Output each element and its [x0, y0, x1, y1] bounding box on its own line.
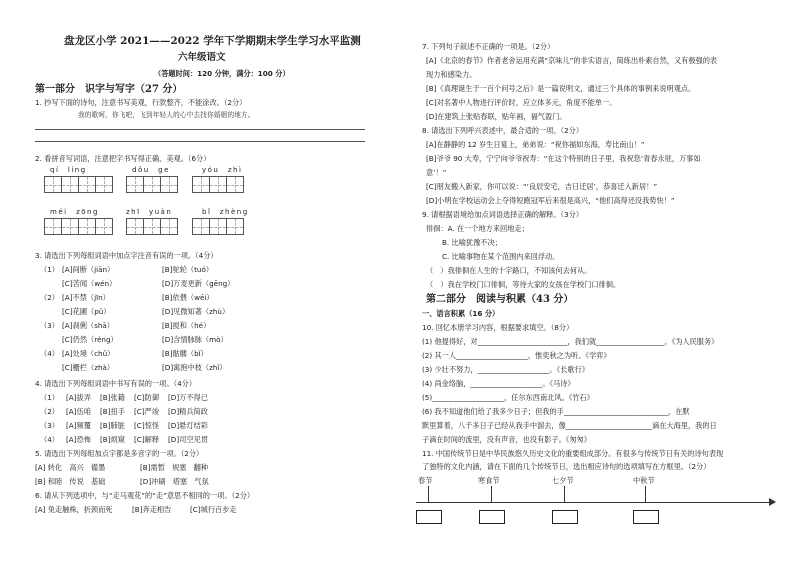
q6-text: 6. 请从下列选项中，与“走马观花”的“走”意思不相同的一项。（2分） — [35, 491, 255, 500]
option-continued: 意’！” — [426, 168, 447, 177]
q8-text: 8. 请选出下列呼兴表述中，最合适的一项。（2分） — [422, 126, 584, 135]
section-title: 一、语言积累（16 分） — [422, 309, 500, 318]
q2-text: 2. 看拼音写词语，注意把字书写得正确、美观。（6分） — [35, 154, 211, 163]
option[interactable]: [B]扭手 — [100, 407, 125, 416]
option[interactable]: [D]见微知著（zhù） — [162, 307, 230, 316]
q11-text: 11. 中国传统节日是中华民族悠久历史文化的重要组成部分。有很多与传统节日有关的诗句表现 — [422, 449, 724, 458]
answer-sentence[interactable]: （ ）我徘徊在人生的十字路口，不知该何去何从。 — [426, 266, 592, 275]
option[interactable]: [B]依偎（wēi） — [162, 293, 214, 302]
pinyin-2: dǒu ge — [132, 166, 170, 174]
option[interactable]: [A]伍咱 — [66, 407, 91, 416]
answer-box[interactable] — [416, 510, 442, 524]
q10-text: 10. 回忆本册学习内容，根据要求填空。（8分） — [422, 323, 574, 332]
answer-sentence[interactable]: （ ）我在学校门口徘徊，等待大家的女孩在学校门口徘徊。 — [426, 280, 621, 289]
q3-row-num: （1） — [40, 265, 59, 274]
option[interactable]: [C]解释 — [134, 435, 160, 444]
option[interactable]: [B]驼轮（tuó） — [162, 265, 214, 274]
option[interactable]: [C]城行百步走 — [190, 505, 237, 514]
writing-line — [35, 141, 365, 142]
option[interactable]: [D]寓抱中枝（zhǐ） — [162, 363, 227, 372]
option[interactable]: [B]需暂 规塞 翻种 — [140, 463, 209, 472]
option[interactable]: [C]严竣 — [134, 407, 160, 416]
timeline-axis — [416, 502, 774, 503]
fill-in-line[interactable]: (5)____________________，任尔东西南北风。《竹石》 — [422, 393, 594, 402]
option[interactable]: [B]《真理诞生于一百个问号之后》是一篇说明文，通过三个具体的事例来说明观点。 — [426, 84, 696, 93]
option[interactable]: [B]骷髅（bǐ） — [162, 349, 208, 358]
option[interactable]: [A]不禁（jīn） — [62, 293, 110, 302]
q9-text: 9. 请根据语境给加点词语选择正确的解释。（3分） — [422, 210, 584, 219]
option[interactable]: [D]小明在学校运动会上夺得短跑冠军后来很是高兴，“他们高得还没我势快！” — [426, 196, 675, 205]
answer-box[interactable] — [633, 510, 659, 524]
fill-in-line[interactable]: (3) 少壮不努力，____________________。《长歌行》 — [422, 365, 589, 374]
option[interactable]: [D]精兵简政 — [168, 407, 208, 416]
q1-text: 1. 抄写下面的诗句，注意书写美观，行款整齐，不能涂改。（2分） — [35, 98, 247, 107]
option[interactable]: [B]奔走相告 — [132, 505, 172, 514]
q4-row-num: （4） — [40, 435, 59, 444]
q3-text: 3. 请选出下列每组词语中加点字注音有误的一项。（4分） — [35, 251, 218, 260]
option[interactable]: [B]张籍 — [100, 393, 125, 402]
pinyin-4: méi zōng — [50, 208, 99, 216]
part1-title: 第一部分 识字与写字（27 分） — [35, 84, 183, 95]
option[interactable]: [A] 转化 高兴 備墨 — [35, 463, 106, 472]
option[interactable]: [B] 和睦 传说 基础 — [35, 477, 106, 486]
q4-row-num: （3） — [40, 421, 59, 430]
option[interactable]: [D]冲刷 塔塞 气氛 — [140, 477, 209, 486]
q4-row-num: （1） — [40, 393, 59, 402]
option[interactable]: [A]频覆 — [66, 421, 91, 430]
option[interactable]: [C]朋友搬入新家，你可以说：“‘良辰安宅，吉日迁居’，恭喜迁入新居！” — [426, 182, 658, 191]
option[interactable]: [C]花圃（pǔ） — [62, 307, 111, 316]
option[interactable]: [A] 兔走触株，折颈而死 — [35, 505, 113, 514]
pinyin-6: bǐ zhèng — [202, 208, 249, 216]
option[interactable]: [A]在静静的 12 岁生日宴上，弟弟说：“祝你福如东海，寿比南山！” — [426, 140, 645, 149]
option[interactable]: [C]仍然（réng） — [62, 335, 118, 344]
fill-in-line[interactable]: (2) 其一人____________________，惟奕秋之为听。《学弈》 — [422, 351, 611, 360]
festival-label: 七夕节 — [552, 476, 574, 485]
option[interactable]: [D]悬灯结彩 — [168, 421, 208, 430]
definition: 徘徊：A. 在一个地方来回地走； — [426, 224, 529, 233]
fill-in-line[interactable]: 默里算着，八千多日子已经从我手中溜去，像________________________滴在大海里，我的日 — [422, 421, 717, 430]
option[interactable]: [B]烦窥 — [100, 435, 125, 444]
definition: B. 比喻犹豫不决； — [442, 238, 502, 247]
pinyin-5: zhī yuàn — [126, 208, 173, 216]
option[interactable]: [A]拔弄 — [66, 393, 91, 402]
answer-grid[interactable] — [126, 218, 178, 235]
option[interactable]: [C]防御 — [134, 393, 160, 402]
part2-title: 第二部分 阅读与积累（43 分） — [426, 294, 574, 305]
option[interactable]: [C]栅栏（zhà） — [62, 363, 115, 372]
answer-grid[interactable] — [192, 218, 244, 235]
option[interactable]: [A]恐怖 — [66, 435, 91, 444]
grade-subtitle: 六年级语文 — [178, 52, 226, 63]
exam-info: （答题时间：120 分钟，满分：100 分） — [154, 69, 290, 78]
q3-row-num: （2） — [40, 293, 59, 302]
pinyin-1: qí líng — [50, 166, 87, 174]
option[interactable]: [C]苦闻（wén） — [62, 279, 117, 288]
option[interactable]: [C]惊怪 — [134, 421, 160, 430]
option-continued: 现力和感染力。 — [426, 70, 477, 79]
timeline-tick — [428, 486, 429, 502]
timeline-tick — [564, 486, 565, 502]
q4-text: 4. 请选出下列每组词语中书写有误的一项。（4分） — [35, 379, 197, 388]
option[interactable]: [C]对名著中人物进行评价时，应立体多元，角度不能单一。 — [426, 98, 617, 107]
q11-text: 了独特的文化内涵，请在下面的几个传统节日，选出相应诗句的选项填写在方框里。（2分） — [422, 462, 711, 471]
option[interactable]: [B]搅和（hé） — [162, 321, 211, 330]
timeline-tick — [491, 486, 492, 502]
q3-row-num: （3） — [40, 321, 59, 330]
festival-label: 春节 — [418, 476, 433, 485]
option[interactable]: [D]含情脉脉（mò） — [162, 335, 228, 344]
fill-in-line[interactable]: (6) 我不知道他们给了我多少日子；但我的手_____________________________，在默 — [422, 407, 690, 416]
timeline-arrow-icon — [769, 498, 776, 506]
fill-in-line: 子滴在时间的流里，没有声音，也没有影子。《匆匆》 — [422, 435, 591, 444]
timeline-tick — [645, 486, 646, 502]
festival-label: 寒食节 — [478, 476, 500, 485]
q3-row-num: （4） — [40, 349, 59, 358]
option[interactable]: [B]肺脏 — [100, 421, 125, 430]
answer-box[interactable] — [479, 510, 505, 524]
q5-text: 5. 请选出下列每组加点字都是多音字的一项。（2分） — [35, 449, 204, 458]
option[interactable]: [A]刹俐（shā） — [62, 321, 114, 330]
option[interactable]: [D]万不得已 — [168, 393, 208, 402]
festival-label: 中秋节 — [633, 476, 655, 485]
answer-grid[interactable] — [44, 176, 113, 193]
answer-grid[interactable] — [126, 176, 178, 193]
definition: C. 比喻事物在某个范围内来回浮动。 — [442, 252, 560, 261]
option[interactable]: [D]司空见贯 — [168, 435, 208, 444]
option[interactable]: [D]万麦更新（gēng） — [162, 279, 235, 288]
fill-in-line[interactable]: (1) 他提得好，对_________________________，我们就___________________。《为人民服务》 — [422, 337, 719, 346]
option[interactable]: [A]《北京的春节》作者老舍运用充满“京味儿”的非实语言，简练出朴素自然，又有极强的表 — [426, 56, 718, 65]
option[interactable]: [B]爷爷 90 大寿，宁宁向爷爷祝寿：“在这个特别的日子里，我祝您‘青春永驻，万事如 — [426, 154, 701, 163]
fill-in-line[interactable]: (4) 尚金络脑，____________________。《马诗》 — [422, 379, 575, 388]
answer-box[interactable] — [552, 510, 578, 524]
answer-grid[interactable] — [192, 176, 244, 193]
q4-row-num: （2） — [40, 407, 59, 416]
q7-text: 7. 下列句子叙述不正确的一项是。（2分） — [422, 42, 555, 51]
option[interactable]: [D]在建筑上张贴春联，贴年画，福气盈门。 — [426, 112, 567, 121]
writing-line — [35, 129, 365, 130]
pinyin-3: yóu zhì — [202, 166, 243, 174]
answer-grid[interactable] — [44, 218, 113, 235]
page-title: 盘龙区小学 2021——2022 学年下学期期末学生学习水平监测 — [64, 35, 361, 47]
q1-sample-line: 我的歌呵，你飞吧，飞到年轻人的心中去找你婚姻的地方。 — [78, 111, 255, 119]
option[interactable]: [A]处境（chǔ） — [62, 349, 115, 358]
option[interactable]: [A]间断（jiān） — [62, 265, 115, 274]
